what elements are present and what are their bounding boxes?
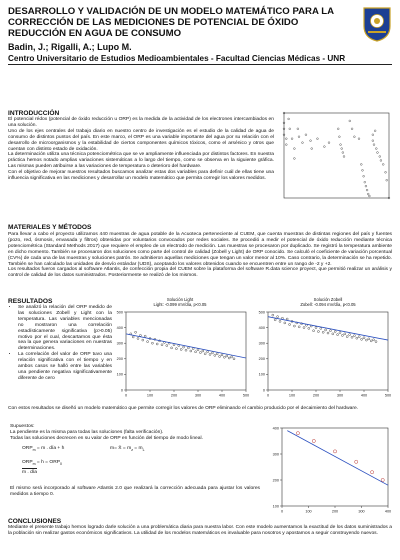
data-point <box>293 158 295 160</box>
intro-orp-scatter-plot <box>280 110 392 202</box>
results-bullet: • Se analizó la relación del ORP medido de las soluciones Zobell y Light con la temperatura. Las variables mencionadas no mostraron una correlación estadísticamente significativa (p>0.05) motivo por el cual, descartamos que ésta sea la que genera variaciones en nuestras determinaciones. <box>18 305 112 352</box>
data-point <box>365 185 367 187</box>
data-point <box>272 314 274 316</box>
light-chart-subtitle: Light: -0.099 mV/día, p<0.05 <box>153 302 207 307</box>
y-tick-label: 400 <box>116 325 123 330</box>
data-point <box>288 118 290 120</box>
x-tick-label: 200 <box>170 393 178 398</box>
data-point <box>372 134 374 136</box>
data-point <box>289 128 291 130</box>
data-point <box>192 348 194 350</box>
x-tick-label: 500 <box>242 393 250 398</box>
data-point <box>305 134 307 136</box>
x-tick-label: 200 <box>312 393 320 398</box>
data-point <box>380 160 382 162</box>
data-point <box>322 331 324 333</box>
x-tick-label: 400 <box>384 509 392 514</box>
data-point <box>315 327 317 329</box>
x-tick-label: 0 <box>124 393 128 398</box>
data-point <box>197 349 199 351</box>
data-point <box>202 350 204 352</box>
data-point <box>139 334 141 336</box>
data-point <box>317 138 319 140</box>
methods-paragraph: Para llevar a cabo el proyecto utilizamos 440 muestras de agua potable de la Acuoteca perteneciente al CUEM, que cuenta muestras de distintas regiones del país y fuentes (pozo, red, ósmosis, envasada y filtros) obtenidas por voluntarios convocados por redes sociales. Se procedió a medir el potencial de óxido reducción mediante técnica potenciométrica (Standard Methods 2017) que requiere el empleo de un electrodo de medición. Las muestras se procesaron por duplicado. Se registró la temperatura ambiente en dicho momento. También se procesaron dos soluciones como parte del control de calidad (Zobell y Light) de ORP conocido. Se calculó el coeficiente de variación porcentual (CV%) de cada una de las muestras y soluciones patrón. Se admitieron aquellas mediciones que tengan un valor menor al 10%. Caso contrario, la determinación se ha repetido. También se han calculado las unidades de desvío estándar (UDS), aceptando los valores obtenidos cuando se encuentren entre un rango de -2 y +2. <box>8 232 392 267</box>
x-tick-label: 300 <box>194 393 202 398</box>
data-point <box>296 432 299 435</box>
data-point <box>142 339 144 341</box>
data-point <box>204 353 206 355</box>
data-point <box>367 193 369 195</box>
data-point <box>216 353 218 355</box>
data-point <box>366 189 368 191</box>
x-tick-label: 400 <box>360 393 368 398</box>
methods-paragraph: Los resultados fueron cargados al software Atlantis, de confección propia del CUEM sobre la plataforma del software R.data science proyect, que permitió realizar un análisis y control de calidad de los datos suministrados. Posteriormente se realizó de los mismos. <box>8 267 392 279</box>
data-point <box>342 152 344 154</box>
data-point <box>285 144 287 146</box>
data-point <box>195 351 197 353</box>
data-point <box>171 347 173 349</box>
institution: Centro Universitario de Estudios Medioambientales - Facultad Ciencias Médicas - UNR <box>8 54 346 63</box>
data-point <box>286 318 288 320</box>
data-point <box>293 325 295 327</box>
x-tick-label: 300 <box>358 509 365 514</box>
results-final-text: El mismo será incorporado al software Atlantis 2.0 que realizará la corrección adecuada para ajustar los valores medidos a tiempo 0. <box>10 486 260 497</box>
intro-text <box>8 117 274 182</box>
data-point <box>362 169 364 171</box>
data-point <box>374 130 376 132</box>
equation-denominator: m . día <box>22 470 37 475</box>
y-tick-label: 500 <box>116 310 123 315</box>
assumptions-text <box>10 424 265 442</box>
conclusions-heading: CONCLUSIONES <box>8 518 62 525</box>
data-point <box>285 138 287 140</box>
data-point <box>199 352 201 354</box>
methods-text <box>8 232 392 279</box>
data-point <box>341 148 343 150</box>
university-seal-logo <box>362 6 392 42</box>
data-point <box>147 341 149 343</box>
data-point <box>135 331 137 333</box>
methods-heading: MATERIALES Y MÉTODOS <box>8 224 92 231</box>
data-point <box>325 329 327 331</box>
data-point <box>363 337 365 339</box>
zobell-scatter-plot <box>254 308 392 400</box>
data-point <box>302 142 304 144</box>
data-point <box>379 156 381 158</box>
conclusions-text: Mediante el presente trabajo hemos logrado darle solución a una problemática diaria para nuestra labor. Con este modelo aumentamos la exactitud de los datos suministrados a la población sin realizar gastos económicos significativos. La utilidad de los modelos matemáticos es invaluable para nosotros y apostamos a seguir construyendo nuevos. <box>8 525 392 536</box>
data-point <box>358 138 360 140</box>
data-point <box>332 333 334 335</box>
data-point <box>339 332 341 334</box>
data-point <box>353 335 355 337</box>
zobell-chart-subtitle: Zobell: -0.094 mV/día, p<0.05 <box>300 302 356 307</box>
data-point <box>385 171 387 173</box>
zobell-chart-title: Solución Zobell <box>313 297 343 302</box>
data-point <box>310 140 312 142</box>
y-tick-label: 300 <box>258 341 265 346</box>
data-point <box>368 195 370 197</box>
data-point <box>180 348 182 350</box>
data-point <box>219 355 221 357</box>
data-point <box>156 343 158 345</box>
data-point <box>185 349 187 351</box>
data-point <box>364 181 366 183</box>
data-point <box>311 148 313 150</box>
x-tick-label: 400 <box>218 393 226 398</box>
data-point <box>207 351 209 353</box>
x-tick-label: 100 <box>288 393 296 398</box>
y-tick-label: 100 <box>116 372 123 377</box>
y-tick-label: 200 <box>258 357 265 362</box>
data-point <box>281 317 283 319</box>
data-point <box>297 128 299 130</box>
assumption-item: Todas las soluciones decrecen en su valor de ORP en función del tiempo de modo lineal. <box>10 435 203 441</box>
y-tick-label: 400 <box>258 325 265 330</box>
trend-line <box>287 431 388 486</box>
data-point <box>211 352 213 354</box>
data-point <box>323 146 325 148</box>
data-point <box>289 323 291 325</box>
data-point <box>313 330 315 332</box>
eq-rhs: = m . día + h <box>35 446 65 451</box>
poster-title: DESARROLLO Y VALIDACIÓN DE UN MODELO MATEMÁTICO PARA LA CORRECCIÓN DE LAS MEDICIONES DE POTENCIAL DE ÓXIDO REDUCCIÓN EN AGUA DE CONSUMO <box>8 6 334 39</box>
equation-correction: $ORP_m = h = ORP_0$ <box>22 460 62 466</box>
data-point <box>341 334 343 336</box>
y-tick-label: 100 <box>272 504 279 509</box>
data-point <box>320 327 322 329</box>
data-point <box>274 319 276 321</box>
x-tick-label: 0 <box>266 393 270 398</box>
results-bullets <box>10 305 112 382</box>
data-point <box>226 355 228 357</box>
data-point <box>161 344 163 346</box>
data-point <box>373 339 375 341</box>
data-point <box>356 337 358 339</box>
data-point <box>190 350 192 352</box>
data-point <box>346 336 348 338</box>
data-point <box>298 136 300 138</box>
data-point <box>298 326 300 328</box>
data-point <box>353 136 355 138</box>
data-point <box>144 335 146 337</box>
data-point <box>351 128 353 130</box>
y-tick-label: 400 <box>272 426 279 431</box>
plot-frame <box>268 312 388 390</box>
plot-frame <box>282 428 388 506</box>
data-point <box>132 336 134 338</box>
data-point <box>223 356 225 358</box>
results-after-text: Con estos resultados se diseñó un modelo matemático que permite corregir los valores de ORP eliminando el cambio producido por el decaimiento del hardware. <box>8 406 359 411</box>
light-chart-title: Solución Light <box>166 297 194 302</box>
data-point <box>370 340 372 342</box>
data-point <box>329 330 331 332</box>
data-point <box>233 358 235 360</box>
data-point <box>291 138 293 140</box>
data-point <box>231 356 233 358</box>
data-point <box>137 338 139 340</box>
x-tick-label: 100 <box>146 393 154 398</box>
assumptions-label: Supuestos: <box>10 424 35 429</box>
results-bullet: • La correlación del valor de ORP tuvo una relación significativa con el tiempo y en ambos casos se halló entre las variables una pendiente negativa significativamente diferente de cero <box>18 352 112 382</box>
data-point <box>344 333 346 335</box>
y-tick-label: 500 <box>258 310 265 315</box>
data-point <box>209 353 211 355</box>
data-point <box>312 439 315 442</box>
intro-paragraph: Con el objetivo de mejorar nuestros resultados buscamos analizar estas dos variables para definir cuál de ellas tiene una influencia significativa en las mediciones y desarrollar un modelo matemático que permita corregir los valores medidos. <box>8 170 274 182</box>
intro-paragraph: El potencial rédox (potencial de óxido reducción u ORP) es la medida de la actividad de los electrones intercambiados en una solución. <box>8 117 274 128</box>
data-point <box>337 334 339 336</box>
data-point <box>338 136 340 138</box>
data-point <box>166 345 168 347</box>
intro-paragraph: La determinación utiliza una técnica potenciométrica que se ve ampliamente influenciada por distintos factores. En nuestra práctica hemos notado amplias variaciones sistemáticas a lo largo del tiempo, como se observa en la siguiente gráfica. Las mismas pueden atribuirse a las variaciones de temperatura o deterioro del hardware. <box>8 152 274 170</box>
data-point <box>365 339 367 341</box>
data-point <box>175 348 177 350</box>
y-tick-label: 0 <box>262 388 265 393</box>
data-point <box>371 471 374 474</box>
intro-paragraph: Uno de los ejes centrales del trabajo diario en nuestro centro de investigación es el estudio de la calidad de agua de consumo de distintos puntos del país. En este marco, el ORP es una variable importante del agua por su relación con el desarrollo de microorganismos y la estabilidad de ciertos componentes químicos tóxicos, como el arsénico y otros que cuentan con distinto estado de oxidación. <box>8 128 274 152</box>
light-chart-titles <box>130 297 230 307</box>
x-tick-label: 500 <box>384 393 392 398</box>
data-point <box>386 179 388 181</box>
data-point <box>349 120 351 122</box>
intro-heading: INTRODUCCIÓN <box>8 110 60 117</box>
data-point <box>375 341 377 343</box>
data-point <box>355 460 358 463</box>
light-scatter-plot <box>112 308 250 400</box>
data-point <box>293 148 295 150</box>
data-point <box>279 320 281 322</box>
data-point <box>334 331 336 333</box>
data-point <box>317 331 319 333</box>
data-point <box>303 327 305 329</box>
eq-symbol: ORP <box>22 460 33 465</box>
equation-orp-model: $ORP_m = m$ . día + h <box>22 446 65 452</box>
eq-rhs: = h = ORP <box>35 460 60 465</box>
y-tick-label: 0 <box>120 388 123 393</box>
eq-slope: m= X̄ = m <box>110 446 132 451</box>
data-point <box>183 346 185 348</box>
header-rule <box>8 64 392 65</box>
model-correction-plot <box>268 424 392 516</box>
x-tick-label: 0 <box>280 509 284 514</box>
data-point <box>228 357 230 359</box>
data-point <box>277 316 279 318</box>
data-point <box>328 142 330 144</box>
trend-line <box>268 317 388 340</box>
data-point <box>343 156 345 158</box>
data-point <box>358 336 360 338</box>
x-tick-label: 200 <box>331 509 339 514</box>
data-point <box>360 163 362 165</box>
data-point <box>308 327 310 329</box>
zobell-chart-titles <box>278 297 378 307</box>
data-point <box>351 336 353 338</box>
y-tick-label: 100 <box>258 372 265 377</box>
data-point <box>214 354 216 356</box>
data-point <box>221 354 223 356</box>
data-point <box>187 347 189 349</box>
x-tick-label: 300 <box>336 393 344 398</box>
equation-slope: m= X̄ = $m_z = m_L$ <box>110 446 145 452</box>
data-point <box>151 342 153 344</box>
data-point <box>377 152 379 154</box>
x-tick-label: 100 <box>305 509 312 514</box>
data-point <box>373 144 375 146</box>
data-point <box>363 175 365 177</box>
data-point <box>382 163 384 165</box>
data-point <box>368 338 370 340</box>
data-point <box>340 144 342 146</box>
data-point <box>284 322 286 324</box>
plot-frame <box>284 113 389 198</box>
data-point <box>349 334 351 336</box>
authors: Badin, J.; Rigalli, A.; Lupo M. <box>8 42 132 52</box>
y-tick-label: 300 <box>116 341 123 346</box>
trend-line <box>126 334 246 358</box>
data-point <box>381 478 384 481</box>
y-tick-label: 200 <box>116 357 123 362</box>
data-point <box>337 128 339 130</box>
results-heading: RESULTADOS <box>8 298 53 305</box>
y-tick-label: 200 <box>272 478 279 483</box>
y-tick-label: 300 <box>272 452 279 457</box>
data-point <box>361 338 363 340</box>
data-point <box>333 450 336 453</box>
data-point <box>375 148 377 150</box>
eq-symbol: ORP <box>22 446 33 451</box>
data-point <box>327 332 329 334</box>
assumption-item: La pendiente es la misma para todas las soluciones (falta verificación). <box>10 429 164 435</box>
data-point <box>372 140 374 142</box>
